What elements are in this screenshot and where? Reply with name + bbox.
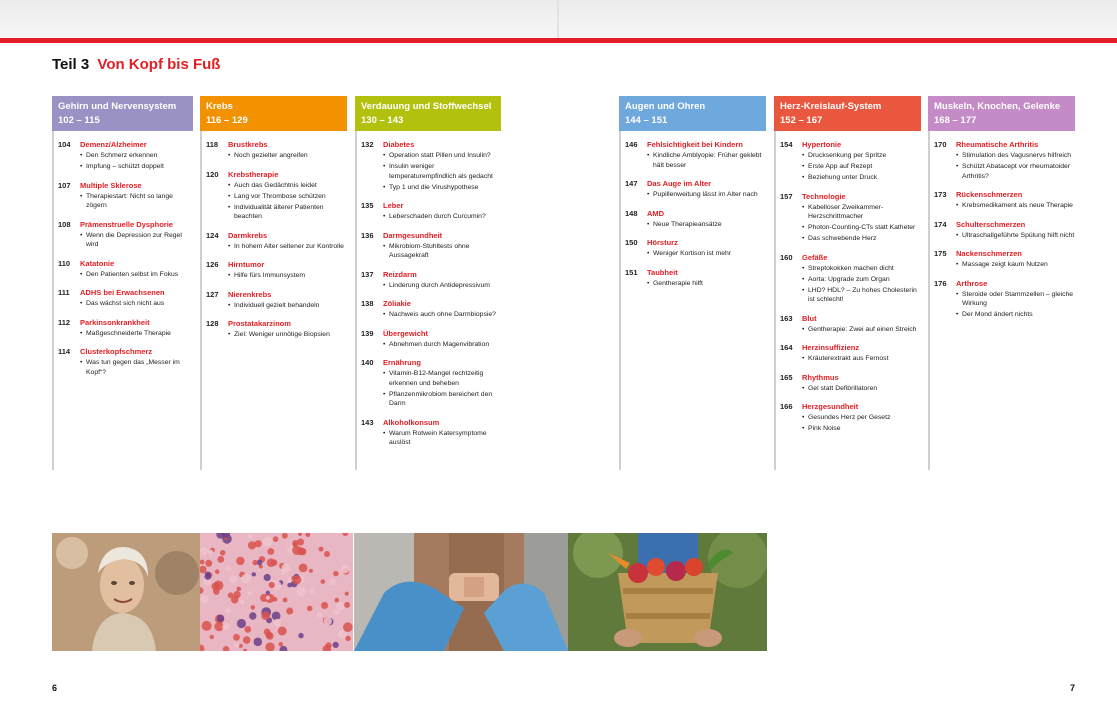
entry-subtopic: • Das wächst sich nicht aus (80, 299, 193, 309)
entry-title: Gefäße (802, 252, 828, 262)
entry-subtopic: • Individualität älterer Patienten beachten (228, 203, 347, 222)
toc-entry[interactable] (780, 313, 921, 335)
entry-title: Prämenstruelle Dysphorie (80, 219, 173, 229)
toc-entry[interactable] (780, 372, 921, 394)
section-title: Krebs (206, 101, 233, 112)
toc-entry[interactable] (625, 139, 766, 170)
entry-title: Hörsturz (647, 238, 678, 247)
toc-entry[interactable] (625, 208, 766, 230)
entry-title: Hirntumor (228, 260, 265, 269)
toc-entry[interactable] (361, 417, 501, 448)
bandage-arm-photo (354, 533, 568, 651)
entry-subtopic: • Noch gezielter angreifen (228, 151, 347, 161)
entry-subtopic: • Pupillenweitung lässt im Alter nach (647, 190, 766, 200)
entry-title: Alkoholkonsum (383, 417, 440, 427)
part-title: Von Kopf bis Fuß (97, 56, 221, 73)
toc-entry[interactable] (206, 318, 347, 340)
entry-subtopic: • Beziehung unter Druck (802, 173, 921, 183)
entry-title: Demenz/Alzheimer (80, 140, 147, 149)
entry-page-number: 108 (58, 219, 71, 229)
column-divider (355, 131, 357, 470)
entry-page-number: 143 (361, 417, 374, 427)
entry-page-number: 176 (934, 278, 947, 288)
toc-entry[interactable] (58, 180, 193, 211)
entry-subtopic: • Neue Therapieansätze (647, 220, 766, 230)
toc-entry[interactable] (780, 342, 921, 364)
entry-page-number: 107 (58, 180, 71, 190)
entry-page-number: 157 (780, 191, 793, 201)
toc-entry[interactable] (625, 237, 766, 259)
section-header (200, 96, 347, 131)
section-page-range: 102 – 115 (58, 115, 100, 126)
entry-subtopic: • Insulin weniger temperaturempfindlich als gedacht (383, 162, 501, 181)
entry-title: Multiple Sklerose (80, 180, 142, 190)
column-divider (774, 131, 776, 470)
entry-subtopic: • Kabelloser Zweikammer-Herzschrittmacher (802, 203, 921, 222)
entry-subtopic: • Impfung – schützt doppelt (80, 162, 193, 172)
toc-entry[interactable] (361, 357, 501, 409)
column-divider (200, 131, 202, 470)
entry-subtopic: • Pink Noise (802, 424, 921, 434)
toc-entry[interactable] (780, 139, 921, 183)
entry-page-number: 135 (361, 201, 374, 210)
entry-title: Leber (383, 201, 404, 210)
entry-page-number: 111 (58, 288, 70, 297)
entry-subtopic: • Maßgeschneiderte Therapie (80, 329, 193, 339)
toc-entry[interactable] (361, 200, 501, 222)
entry-title: Hypertonie (802, 140, 842, 149)
toc-entry[interactable] (625, 178, 766, 200)
entry-page-number: 173 (934, 190, 947, 199)
entry-subtopic: • Den Schmerz erkennen (80, 151, 193, 161)
vegetable-crate-photo (568, 533, 767, 651)
section-title: Augen und Ohren (625, 101, 706, 112)
entry-subtopic: • Individuell gezielt behandeln (228, 301, 347, 311)
entry-subtopic: • Kindliche Amblyopie: Früher geklebt hält besser (647, 151, 766, 170)
entry-title: Reizdarm (383, 269, 417, 279)
section-title: Verdauung und Stoffwechsel (361, 101, 492, 112)
toc-entry[interactable] (934, 248, 1075, 270)
entry-subtopic: • Gentherapie: Zwei auf einen Streich (802, 325, 921, 335)
entry-title: Fehlsichtigkeit bei Kindern (647, 140, 743, 149)
entry-subtopic: • Linderung durch Antidepressivum (383, 281, 501, 291)
toc-entry[interactable] (58, 346, 193, 377)
part-label: Teil 3 (52, 56, 90, 73)
entry-page-number: 120 (206, 169, 219, 179)
entry-subtopic: • Massage zeigt kaum Nutzen (956, 260, 1075, 270)
entry-subtopic: • Typ 1 und die Virushypothese (383, 183, 501, 193)
section-page-range: 116 – 129 (206, 115, 248, 126)
section-page-range: 152 – 167 (780, 115, 823, 126)
entry-subtopic: • LHD? HDL? – Zu hohes Cholesterin ist schlecht! (802, 286, 921, 305)
toc-entry[interactable] (206, 139, 347, 161)
entry-page-number: 166 (780, 402, 793, 411)
toc-entry[interactable] (625, 267, 766, 289)
entry-subtopic: • Krebsmedikament als neue Therapie (956, 201, 1075, 211)
section-header (774, 96, 921, 131)
entry-page-number: 170 (934, 140, 947, 149)
entry-page-number: 150 (625, 238, 638, 247)
entry-page-number: 110 (58, 258, 71, 268)
entry-title: Darmgesundheit (383, 230, 443, 240)
entry-subtopic: • Schützt Abatacept vor rheumatoider Arthritis? (956, 162, 1075, 181)
entry-subtopic: • Aorta: Upgrade zum Organ (802, 275, 921, 285)
entry-page-number: 160 (780, 252, 793, 262)
book-fold (557, 0, 559, 38)
section-column (928, 96, 1075, 470)
entry-title: Darmkrebs (228, 230, 268, 240)
entry-subtopic: • Photon-Counting-CTs statt Katheter (802, 223, 921, 233)
entry-page-number: 163 (780, 313, 793, 323)
entry-title: Das Auge im Alter (647, 179, 712, 188)
entry-subtopic: • Therapiestart: Nicht so lange zögern (80, 192, 193, 211)
section-title: Herz-Kreislauf-System (780, 101, 882, 112)
entry-page-number: 139 (361, 328, 374, 338)
entry-page-number: 146 (625, 140, 638, 149)
entry-page-number: 174 (934, 219, 947, 229)
toc-entry[interactable] (206, 259, 347, 281)
entry-title: ADHS bei Erwachsenen (80, 288, 165, 297)
entry-title: Rückenschmerzen (956, 190, 1023, 199)
toc-entry[interactable] (206, 169, 347, 222)
entry-page-number: 165 (780, 372, 793, 382)
entry-subtopic: • Auch das Gedächtnis leidet (228, 181, 347, 191)
toc-entry[interactable] (780, 252, 921, 305)
toc-entry[interactable] (58, 317, 193, 339)
toc-entry[interactable] (361, 139, 501, 192)
section-page-range: 130 – 143 (361, 115, 404, 126)
entry-title: Blut (802, 313, 817, 323)
entry-subtopic: • Stimulation des Vagusnervs hilfreich (956, 151, 1075, 161)
elderly-woman-photo (52, 533, 200, 651)
entry-subtopic: • Hilfe fürs Immunsystem (228, 271, 347, 281)
entry-page-number: 124 (206, 230, 219, 240)
entry-title: Arthrose (956, 278, 988, 288)
entry-subtopic: • Erste App auf Rezept (802, 162, 921, 172)
entry-title: Parkinsonkrankheit (80, 317, 150, 327)
entry-subtopic: • Ziel: Weniger unnötige Biopsien (228, 330, 347, 340)
entry-page-number: 137 (361, 269, 374, 279)
toc-entry[interactable] (58, 139, 193, 172)
entry-page-number: 164 (780, 343, 793, 352)
entry-title: Brustkrebs (228, 140, 268, 149)
entry-subtopic: • Operation statt Pillen und Insulin? (383, 151, 501, 161)
entry-title: Katatonie (80, 258, 115, 268)
entry-page-number: 154 (780, 140, 793, 149)
entry-title: Nackenschmerzen (956, 249, 1022, 258)
entry-page-number: 147 (625, 179, 638, 188)
entry-page-number: 151 (625, 267, 638, 277)
entry-subtopic: • Steroide oder Stammzellen – gleiche Wirkung (956, 290, 1075, 309)
page-title (52, 56, 220, 73)
page-number-left: 6 (52, 683, 58, 693)
column-divider (928, 131, 930, 470)
entry-subtopic: • Kräuterextrakt aus Fernost (802, 354, 921, 364)
toc-entry[interactable] (361, 328, 501, 350)
section-header (52, 96, 193, 131)
entry-title: Zöliakie (383, 299, 411, 308)
entry-title: Prostatakarzinom (228, 319, 291, 328)
toc-entry[interactable] (780, 401, 921, 434)
entry-subtopic: • Leberschaden durch Curcumin? (383, 212, 501, 222)
entry-subtopic: • Weniger Kortison ist mehr (647, 249, 766, 259)
entry-subtopic: • Gel statt Defibrillatoren (802, 384, 921, 394)
entry-page-number: 148 (625, 208, 638, 218)
section-header (619, 96, 766, 131)
entry-page-number: 138 (361, 299, 374, 308)
entry-title: Herzgesundheit (802, 402, 859, 411)
page-number-right: 7 (1070, 683, 1076, 693)
entry-page-number: 140 (361, 358, 374, 367)
entry-title: Schulterschmerzen (956, 219, 1026, 229)
section-column (200, 96, 347, 470)
entry-page-number: 112 (58, 317, 71, 327)
section-column (774, 96, 921, 470)
toc-entry[interactable] (934, 189, 1075, 211)
section-page-range: 144 – 151 (625, 115, 668, 126)
column-divider (619, 131, 621, 470)
entry-title: Herzinsuffizienz (802, 343, 860, 352)
toc-entry[interactable] (934, 139, 1075, 181)
entry-title: Diabetes (383, 140, 415, 149)
top-red-rule (0, 38, 1117, 43)
toc-entry[interactable] (58, 287, 193, 309)
entry-subtopic: • Abnehmen durch Magenvibration (383, 340, 501, 350)
toc-entry[interactable] (58, 258, 193, 280)
section-title: Muskeln, Knochen, Gelenke (934, 101, 1061, 112)
column-divider (52, 131, 54, 470)
toc-entry[interactable] (934, 278, 1075, 320)
entry-page-number: 132 (361, 140, 374, 149)
section-header (355, 96, 501, 131)
toc-entry[interactable] (361, 269, 501, 291)
section-column (619, 96, 766, 470)
toc-entry[interactable] (206, 230, 347, 252)
entry-title: Krebstherapie (228, 169, 279, 179)
section-header (928, 96, 1075, 131)
entry-subtopic: • Mikrobiom-Stuhltests ohne Aussagekraft (383, 242, 501, 261)
entry-subtopic: • Wenn die Depression zur Regel wird (80, 231, 193, 250)
toc-entry[interactable] (206, 289, 347, 311)
entry-page-number: 175 (934, 249, 947, 258)
entry-page-number: 114 (58, 347, 71, 356)
entry-subtopic: • Der Mond ändert nichts (956, 310, 1075, 320)
entry-title: Clusterkopfschmerz (80, 347, 153, 356)
section-page-range: 168 – 177 (934, 115, 977, 126)
entry-page-number: 118 (206, 140, 219, 149)
entry-subtopic: • Gentherapie hilft (647, 279, 766, 289)
microscopy-tissue-photo (200, 533, 353, 651)
entry-subtopic: • Das schwebende Herz (802, 234, 921, 244)
entry-title: Rhythmus (802, 372, 839, 382)
entry-title: Rheumatische Arthritis (956, 140, 1039, 149)
entry-title: Ernährung (383, 358, 421, 367)
entry-subtopic: • Gesundes Herz per Gesetz (802, 413, 921, 423)
entry-subtopic: • Vitamin-B12-Mangel rechtzeitig erkennen und beheben (383, 369, 501, 388)
entry-subtopic: • Pflanzenmikrobiom bereichert den Darm (383, 390, 501, 409)
entry-subtopic: • Den Patienten selbst im Fokus (80, 270, 193, 280)
toc-entry[interactable] (934, 219, 1075, 241)
entry-subtopic: • Ultraschallgeführte Spülung hilft nicht (956, 231, 1075, 241)
entry-page-number: 128 (206, 319, 219, 328)
entry-page-number: 136 (361, 230, 374, 240)
section-title: Gehirn und Nervensystem (58, 101, 177, 112)
entry-title: Technologie (802, 191, 846, 201)
entry-title: Taubheit (647, 267, 678, 277)
entry-subtopic: • Drucksenkung per Spritze (802, 151, 921, 161)
entry-subtopic: • Lang vor Thrombose schützen (228, 192, 347, 202)
entry-page-number: 126 (206, 260, 219, 269)
toc-entry[interactable] (58, 219, 193, 250)
entry-subtopic: • Was tun gegen das „Messer im Kopf“? (80, 358, 193, 377)
entry-page-number: 104 (58, 140, 71, 149)
entry-subtopic: • In hohem Alter seltener zur Kontrolle (228, 242, 347, 252)
toc-entry[interactable] (361, 230, 501, 261)
entry-title: AMD (647, 208, 665, 218)
section-column (52, 96, 193, 470)
entry-page-number: 127 (206, 289, 219, 299)
entry-subtopic: • Nachweis auch ohne Darmbiopsie? (383, 310, 501, 320)
section-column (355, 96, 501, 470)
entry-title: Übergewicht (383, 328, 429, 338)
entry-title: Nierenkrebs (228, 289, 272, 299)
toc-entry[interactable] (780, 191, 921, 244)
entry-subtopic: • Streptokokken machen dicht (802, 264, 921, 274)
entry-subtopic: • Warum Rotwein Katersymptome auslöst (383, 429, 501, 448)
toc-entry[interactable] (361, 298, 501, 320)
